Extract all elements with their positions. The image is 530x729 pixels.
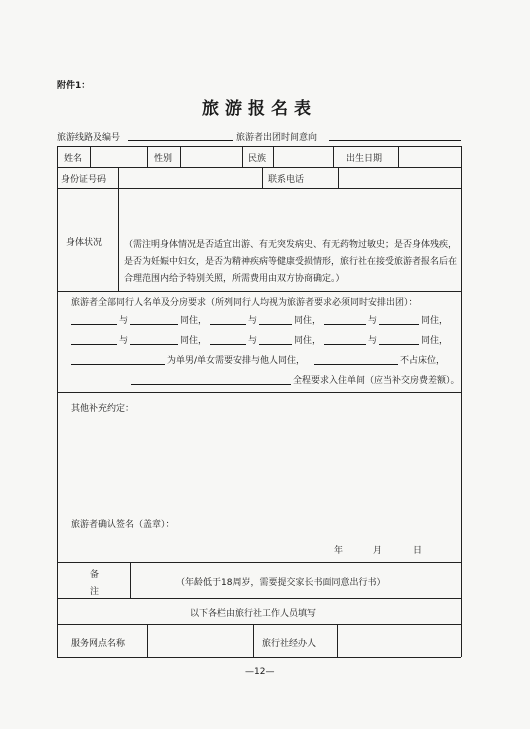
with-text: 与 (248, 316, 258, 326)
with-text: 与 (368, 336, 378, 346)
companion-field[interactable] (130, 344, 178, 345)
page-number: —12— (245, 667, 275, 677)
companion-field[interactable] (379, 344, 419, 345)
signature-field[interactable] (190, 514, 450, 530)
remark-note: （年龄低于18周岁，需要提交家长书面同意出行书） (176, 578, 386, 588)
with-text: 与 (119, 316, 129, 326)
service-point-label: 服务网点名称 (71, 639, 126, 649)
single-companion-field[interactable] (71, 364, 165, 365)
no-bed-text: 不占床位， (400, 356, 446, 366)
other-agreements-field[interactable] (71, 416, 456, 512)
health-field[interactable] (119, 189, 460, 237)
same-room-text: 同住， (421, 336, 449, 346)
id-number-label: 身份证号码 (61, 175, 107, 185)
ethnicity-label: 民族 (248, 154, 267, 164)
health-note: （需注明身体情况是否适宜出游、有无突发病史、有无药物过敏史；是否身体残疾，是否为妊娠中妇女，是否为精神疾病等健康受损情形，旅行社在接受旅游者报名后在合理范围内给予特别关照，所需费用由双方协商确定。） (124, 240, 458, 284)
with-text: 与 (119, 336, 129, 346)
companion-field[interactable] (71, 324, 117, 325)
service-point-field[interactable] (148, 625, 252, 656)
remark-label-1: 备 (90, 570, 100, 580)
full-single-field[interactable] (131, 384, 291, 385)
intent-label: 旅游者出团时间意向 (236, 133, 318, 143)
name-field[interactable] (91, 147, 146, 166)
companion-field[interactable] (210, 344, 246, 345)
same-room-text: 同住， (421, 316, 449, 326)
with-text: 与 (248, 336, 258, 346)
id-number-field[interactable] (119, 168, 261, 187)
companion-field[interactable] (71, 344, 117, 345)
birth-date-label: 出生日期 (346, 154, 383, 164)
name-label: 姓名 (64, 154, 83, 164)
companion-field[interactable] (259, 344, 292, 345)
signature-label: 旅游者确认签名（盖章）： (71, 520, 175, 530)
companion-field[interactable] (210, 324, 246, 325)
companion-field[interactable] (324, 324, 366, 325)
full-single-text: 全程要求入住单间（应当补交房费差额）。 (293, 376, 460, 386)
phone-label: 联系电话 (268, 175, 305, 185)
ethnicity-field[interactable] (274, 147, 332, 166)
same-room-text: 同住， (294, 336, 322, 346)
companion-field[interactable] (130, 324, 178, 325)
health-label: 身体状况 (66, 238, 103, 248)
same-room-text: 同住， (294, 316, 322, 326)
agent-label: 旅行社经办人 (262, 639, 317, 649)
phone-field[interactable] (339, 168, 460, 187)
route-label: 旅游线路及编号 (57, 133, 121, 143)
same-room-text: 同住， (180, 336, 208, 346)
companion-field[interactable] (324, 344, 366, 345)
companion-field[interactable] (379, 324, 419, 325)
birth-date-field[interactable] (399, 147, 460, 166)
other-agreements-label: 其他补充约定： (71, 404, 135, 414)
no-bed-field[interactable] (314, 364, 398, 365)
single-need-text: 为单男/单女需要安排与他人同住， (167, 356, 306, 366)
companions-title: 旅游者全部同行人名单及分房要求（所列同行人均视为旅游者要求必须同时安排出团）： (71, 298, 418, 308)
day-label: 日 (413, 546, 423, 556)
agent-field[interactable] (338, 625, 460, 656)
gender-field[interactable] (181, 147, 241, 166)
with-text: 与 (368, 316, 378, 326)
same-room-text: 同住， (180, 316, 208, 326)
agency-fill-note: 以下各栏由旅行社工作人员填写 (190, 609, 317, 619)
form-title: 旅游报名表 (202, 99, 317, 119)
companion-field[interactable] (259, 324, 292, 325)
remark-label-2: 注 (90, 587, 100, 597)
route-field[interactable] (128, 140, 233, 141)
intent-field[interactable] (329, 140, 461, 141)
year-label: 年 (334, 546, 344, 556)
gender-label: 性别 (154, 154, 173, 164)
month-label: 月 (373, 546, 383, 556)
attachment-label: 附件1： (57, 81, 91, 91)
